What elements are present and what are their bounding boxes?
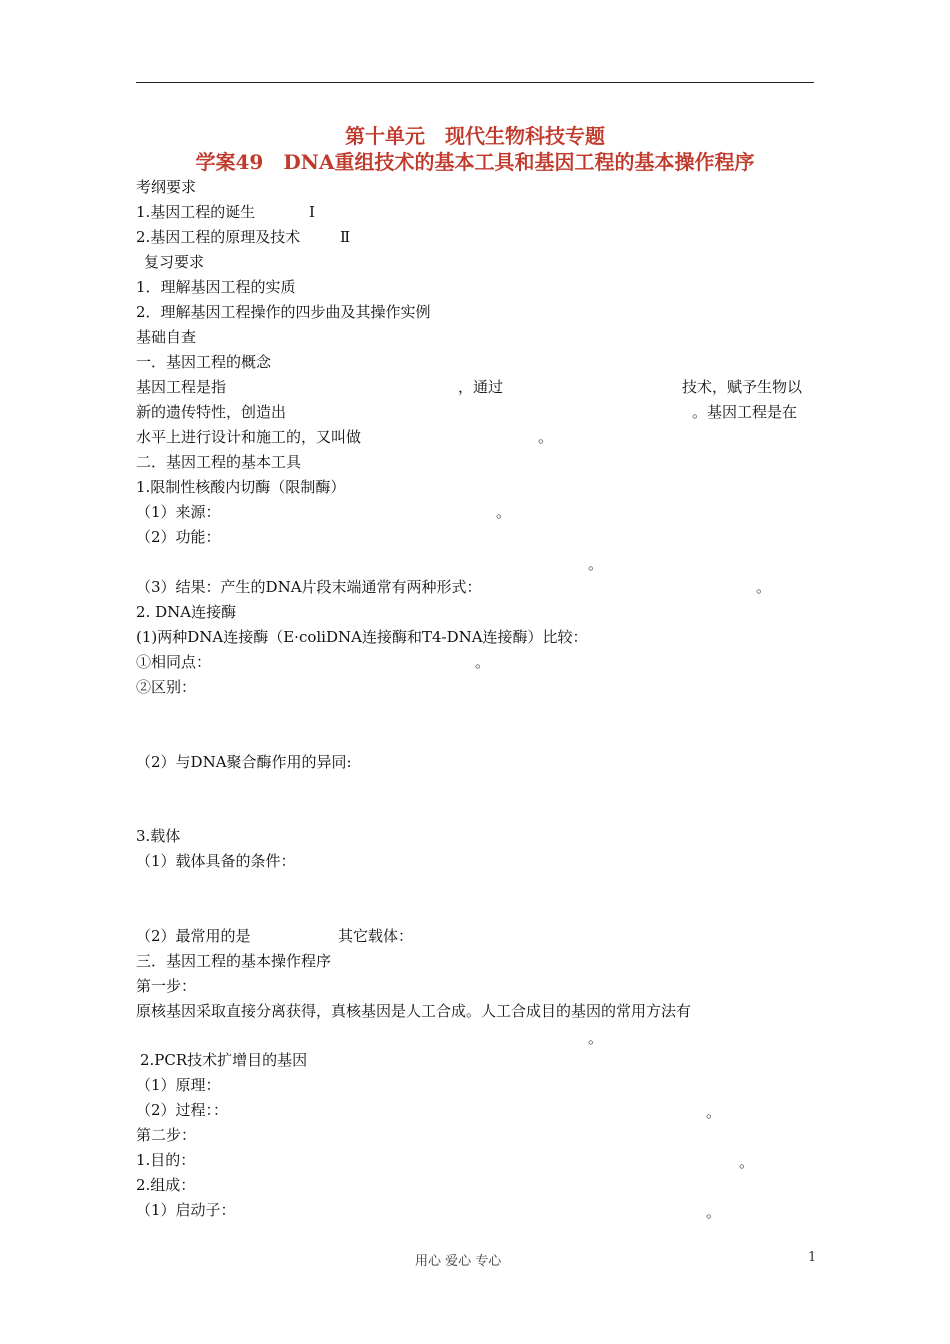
text-line: （1）载体具备的条件： [136,852,296,870]
text-line: 。 [588,555,604,573]
section-heading: 二．基因工程的基本工具 [136,453,302,471]
text-line: （2）功能： [136,528,221,546]
text-line: 。 [706,1203,722,1221]
text-line: 基因工程是指 [136,378,227,396]
text-line: 。 [475,653,491,671]
section-heading: 基础自查 [136,328,197,346]
requirement-level: Ⅰ [309,203,315,221]
unit-title: 第十单元 现代生物科技专题 [345,124,605,148]
requirement-item: 1.基因工程的诞生 [136,203,256,221]
text-line: ②区别： [136,678,197,696]
text-line: 2．理解基因工程操作的四步曲及其操作实例 [136,303,431,321]
text-line: 。 [496,503,512,521]
text-line: 新的遗传特性，创造出 [136,403,287,421]
text-line: ，通过 [458,378,504,396]
text-line: 1.限制性核酸内切酶（限制酶） [136,478,346,496]
text-line: （3）结果：产生的DNA片段末端通常有两种形式： [136,578,482,596]
requirement-level: Ⅱ [340,228,351,246]
text-line: 。 [739,1153,755,1171]
text-line: （1）来源： [136,503,221,521]
text-line: （2）过程：： [136,1101,229,1119]
text-line: （2）与DNA聚合酶作用的异同: [136,753,352,771]
text-line: （1）原理： [136,1076,221,1094]
text-line: 第一步： [136,977,197,995]
text-line: 原核基因采取直接分离获得，真核基因是人工合成。人工合成目的基因的常用方法有 [136,1002,692,1020]
requirement-item: 2.基因工程的原理及技术 [136,228,301,246]
text-line: 1.目的： [136,1151,196,1169]
text-line: 3.载体 [136,827,181,845]
text-line: （2）最常用的是 [136,927,251,945]
text-line: 2.组成： [136,1176,196,1194]
page-number: 1 [808,1250,817,1265]
text-line: （1）启动子： [136,1201,236,1219]
section-heading: 一．基因工程的概念 [136,353,272,371]
section-heading: 复习要求 [144,253,205,271]
text-line: 2. DNA连接酶 [136,603,237,621]
header-rule [136,82,814,83]
text-line: 水平上进行设计和施工的，又叫做 [136,428,362,446]
text-line: 。 [706,1103,722,1121]
text-line: ①相同点： [136,653,212,671]
text-line: 。 [588,1029,604,1047]
text-line: 。 [756,578,772,596]
lesson-title: 学案49 DNA重组技术的基本工具和基因工程的基本操作程序 [195,150,755,174]
text-line: (1)两种DNA连接酶（E·coliDNA连接酶和T4-DNA连接酶）比较： [136,628,588,646]
text-line: 。 [538,428,554,446]
section-heading: 三．基因工程的基本操作程序 [136,952,332,970]
text-line: 2.PCR技术扩增目的基因 [140,1051,308,1069]
section-heading: 考纲要求 [136,178,197,196]
text-line: 第二步： [136,1126,197,1144]
footer-text: 用心 爱心 专心 [415,1254,502,1269]
text-line: 1．理解基因工程的实质 [136,278,296,296]
text-line: 技术，赋予生物以 [682,378,803,396]
text-line: 。基因工程是在 [692,403,798,421]
text-line: 其它载体： [338,927,414,945]
